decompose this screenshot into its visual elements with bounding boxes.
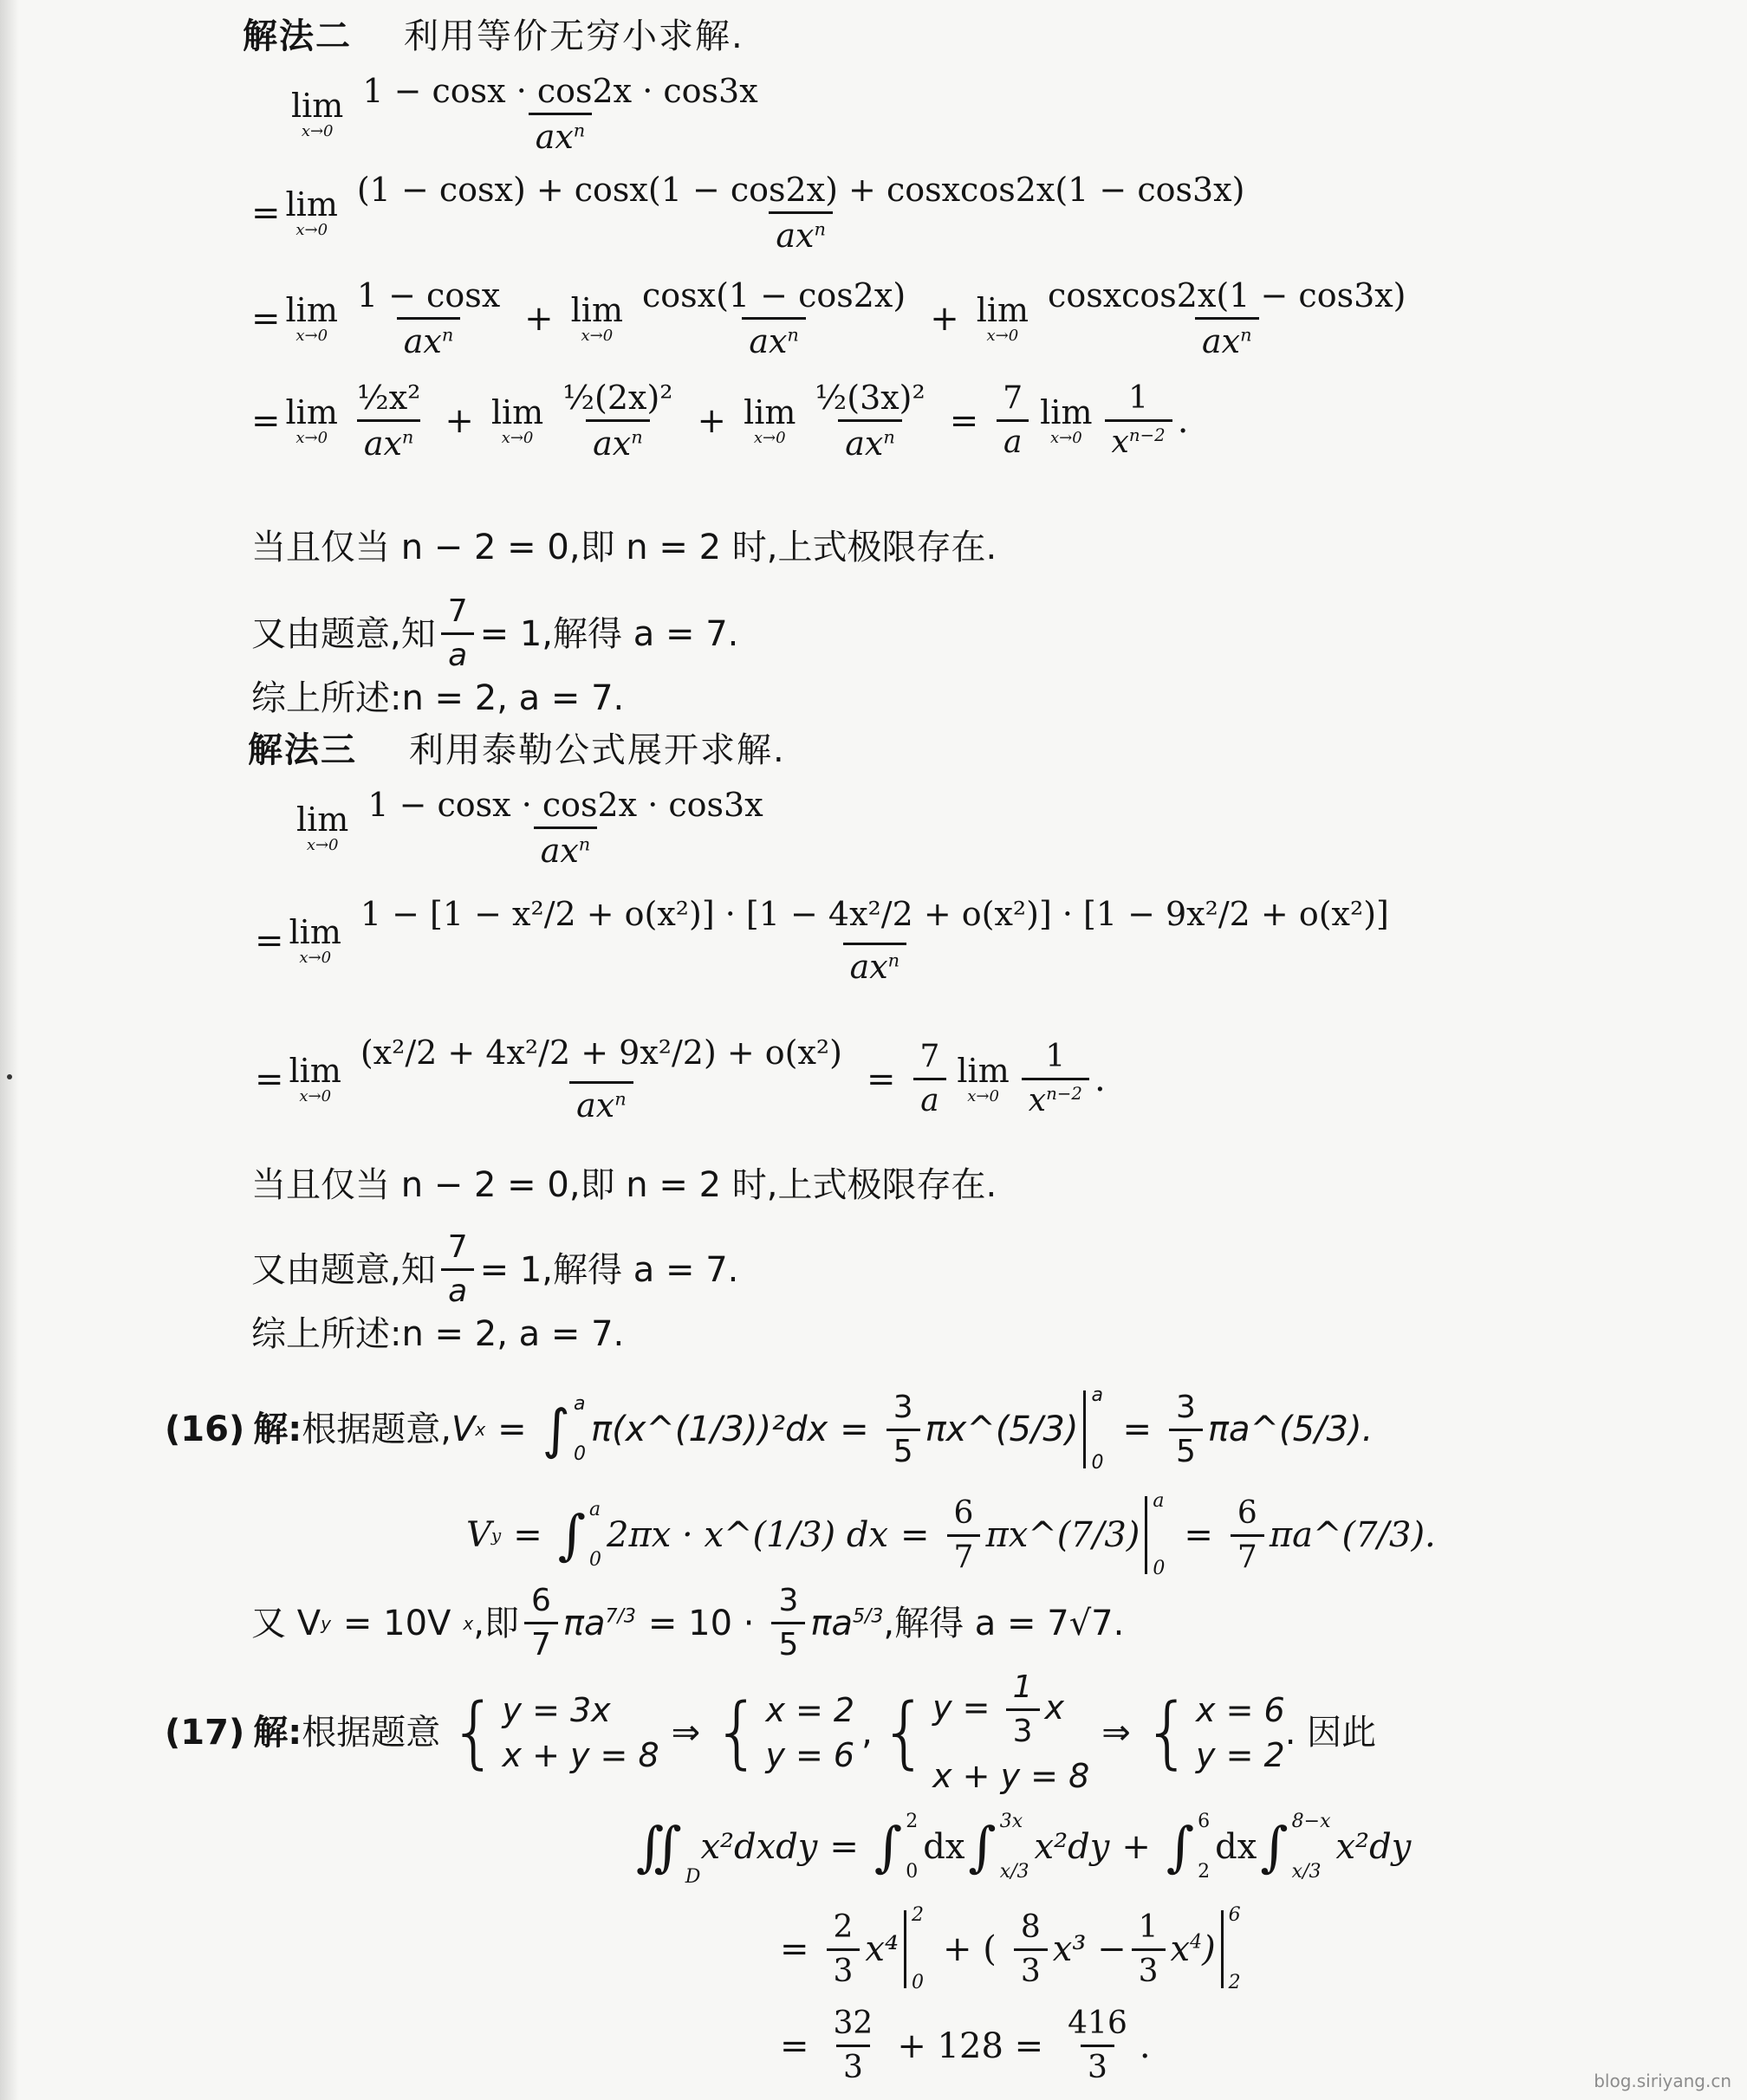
fraction-3-5: $\frac{3}{5}$ xyxy=(886,1392,920,1468)
limit-operator: lim x→0 xyxy=(285,290,338,345)
problem17-evaluation: = $\frac{2}{3}$ x⁴ 2 0 + ( $\frac{8}{3}$ x³ − $\frac{1}{3}$ $x^4$) 6 2 xyxy=(780,1904,1241,1993)
limit-operator: lim x→0 xyxy=(289,912,341,967)
method2-conclusion-1: 当且仅当 n − 2 = 0,即 n = 2 时,上式极限存在. xyxy=(251,528,997,567)
method2-conclusion-3: 综上所述:n = 2, a = 7. xyxy=(251,678,625,718)
method2-label: 解法二 xyxy=(243,16,352,56)
fraction-2-3: $\frac{2}{3}$ xyxy=(827,1912,861,1987)
system-2: y = $\frac{1}{3}$ x x + y = 8 xyxy=(932,1669,1090,1795)
step3-fraction-a: $\frac{\text{½x²}}{ax^n}$ xyxy=(356,379,421,463)
fraction-6-7: $\frac{6}{7}$ xyxy=(1231,1498,1264,1573)
sum-fraction: $\frac{\text{(x²/2 + 4x²/2 + 9x²/2) + o(x²)}}{ax^n}$ xyxy=(360,1034,842,1125)
step2-fraction-c: $\frac{\text{cosxcos2x(1 − cos3x)}}{ax^n}$ xyxy=(1048,276,1406,360)
coefficient-fraction: $\frac{7}{a}$ xyxy=(996,383,1029,458)
method3-sum-step: = lim x→0 $\frac{\text{(x²/2 + 4x²/2 + 9x²/2) + o(x²)}}{ax^n}$ = $\frac{7}{a}$ lim x→0 $\frac{1}{x^{n-2}}$ . xyxy=(255,1034,1106,1125)
fraction-1-3: $\frac{1}{3}$ xyxy=(1006,1672,1040,1747)
limit-operator: lim x→0 xyxy=(1040,392,1093,447)
taylor-fraction: 1 − [1 − x²/2 + o(x²)] · [1 − 4x²/2 + o(x²)] · [1 − 9x²/2 + o(x²)] $ax^n$ xyxy=(354,898,1396,983)
fraction-1-3: $\frac{1}{3}$ xyxy=(1132,1912,1166,1987)
result-1: x = 2 y = 6 xyxy=(765,1690,855,1774)
power-fraction: $\frac{1}{x^{n-2}}$ xyxy=(1022,1041,1089,1117)
limit-operator: lim x→0 xyxy=(490,392,544,447)
numerator: (1 − cosx) + cosx(1 − cos2x) + cosxcos2x(1 − cos3x) xyxy=(356,171,1245,209)
problem16-number: (16) xyxy=(165,1410,245,1449)
denominator: $ax^n$ xyxy=(529,113,593,153)
limit-operator: lim x→0 xyxy=(289,1051,341,1105)
problem16-vy: V y = ∫ a 0 2πx · x^(1/3) dx = $\frac{6}{7}$ πx^(7/3) a 0 = $\frac{6}{7}$ πa^(7/3). xyxy=(466,1490,1436,1579)
watermark: blog.siriyang.cn xyxy=(1594,2071,1731,2091)
method3-heading xyxy=(248,730,786,770)
power-fraction: $\frac{1}{x^{n-2}}$ xyxy=(1105,383,1172,458)
system-1: y = 3x x + y = 8 xyxy=(502,1690,659,1774)
coefficient-fraction: $\frac{7}{a}$ xyxy=(913,1041,947,1117)
step1-fraction xyxy=(350,171,1252,255)
limit-fraction xyxy=(355,72,764,156)
limit-operator: lim x→0 xyxy=(296,800,349,854)
limit-operator: lim x→0 xyxy=(744,392,796,447)
method2-step1: = lim x→0 $\frac{\text{(1 − cosx) + cosx(1 − cos2x) + cosxcos2x(1 − cos3x)}}{ax^n}$ xyxy=(251,173,1257,252)
method3-conclusion-2: 又由题意,知 $\frac{7}{a}$ = 1,解得 a = 7. xyxy=(251,1229,739,1309)
method2-conclusion-2: 又由题意,知 $\frac{7}{a}$ = 1,解得 a = 7. xyxy=(251,593,739,673)
problem17-double-integral: ∬ $_D$ x²dxdy = ∫ 2 0 dx ∫ 3x x/3 x²dy + ∫ 6 2 dx ∫ 8−x x/3 x²dy xyxy=(636,1811,1412,1888)
limit-operator: lim x→0 xyxy=(291,86,344,140)
step3-fraction-c: $\frac{\text{½(3x)²}}{ax^n}$ xyxy=(815,379,925,463)
method3-conclusion-3: 综上所述:n = 2, a = 7. xyxy=(251,1314,625,1354)
fraction-6-7: $\frac{6}{7}$ xyxy=(947,1498,981,1573)
fraction-3-5: $\frac{3}{5}$ xyxy=(771,1585,805,1661)
problem17-number: (17) xyxy=(165,1712,245,1753)
problem17-label: 解: xyxy=(253,1712,302,1753)
method2-heading xyxy=(243,16,744,56)
method2-step3: = lim x→0 $\frac{\text{½x²}}{ax^n}$ + lim x→0 $\frac{\text{½(2x)²}}{ax^n}$ + lim x→0 $\frac{\text{½(3x)²}}{ax^n}$ = $\frac{7}{a}$ lim x→0 $\frac{1}{x^{n-2}}$ . xyxy=(251,379,1189,463)
fraction-8-3: $\frac{8}{3}$ xyxy=(1014,1912,1048,1987)
step2-fraction-a: $\frac{1 - \cos x}{ax^n}$ xyxy=(356,276,501,360)
denominator: $ax^n$ xyxy=(769,211,833,252)
scan-speck xyxy=(7,1074,12,1079)
scan-edge-shadow xyxy=(0,0,19,2100)
method3-title: 利用泰勒公式展开求解. xyxy=(409,730,786,770)
result-2: x = 6 y = 2 xyxy=(1196,1690,1285,1774)
limit-operator: lim x→0 xyxy=(285,185,338,239)
fraction-3-5: $\frac{3}{5}$ xyxy=(1169,1392,1203,1468)
taylor-numerator: 1 − [1 − x²/2 + o(x²)] · [1 − 4x²/2 + o(x²)] · [1 − 9x²/2 + o(x²)] xyxy=(360,895,1389,933)
fraction-32-3: $\frac{32}{3}$ xyxy=(833,2006,874,2085)
problem16-vx: (16) 解: 根据题意, V x = ∫ a 0 π(x^(1/3))²dx = $\frac{3}{5}$ πx^(5/3) a 0 = $\frac{3}{5}$ πa^(5/3). xyxy=(165,1384,1374,1474)
method3-conclusion-1: 当且仅当 n − 2 = 0,即 n = 2 时,上式极限存在. xyxy=(251,1165,997,1205)
limit-operator: lim x→0 xyxy=(976,290,1029,345)
method2-title: 利用等价无穷小求解. xyxy=(404,16,744,56)
step3-fraction-b: $\frac{\text{½(2x)²}}{ax^n}$ xyxy=(562,379,673,463)
problem16-label: 解: xyxy=(253,1410,302,1449)
ratio-fraction: $\frac{7}{a}$ xyxy=(441,596,475,671)
method2-limit-expression xyxy=(286,72,770,156)
limit-fraction: $\frac{1 - \cos x \cdot \cos 2x \cdot \cos 3x}{ax^n}$ xyxy=(367,786,763,870)
problem17-final: = $\frac{32}{3}$ + 128 = $\frac{416}{3}$ . xyxy=(780,2006,1151,2085)
fraction-6-7: $\frac{6}{7}$ xyxy=(524,1585,558,1661)
limit-operator: lim x→0 xyxy=(957,1051,1010,1105)
method3-label: 解法三 xyxy=(248,730,357,770)
limit-operator: lim x→0 xyxy=(285,392,338,447)
ratio-fraction: $\frac{7}{a}$ xyxy=(441,1232,475,1307)
problem16-final: 又 V y = 10V x ,即 $\frac{6}{7}$ $\pi a^{7/3}$ = 10 · $\frac{3}{5}$ $\pi a^{5/3}$ ,解得 a = 7√7. xyxy=(251,1583,1125,1662)
step2-fraction-b: $\frac{\cos x(1 - \cos 2x)}{ax^n}$ xyxy=(642,276,906,360)
method3-taylor-step: = lim x→0 1 − [1 − x²/2 + o(x²)] · [1 − 4x²/2 + o(x²)] · [1 − 9x²/2 + o(x²)] $ax^n$ xyxy=(255,898,1401,983)
limit-operator: lim x→0 xyxy=(570,290,623,345)
problem17-system: (17) 解: 根据题意 { y = 3x x + y = 8 ⇒ { x = 2 y = 6 , { y = $\frac{1}{3}$ x x + y = 8 ⇒ { x = 6 y = 2 . 因此 xyxy=(165,1669,1377,1795)
method3-limit-expression xyxy=(291,786,776,870)
fraction-416-3: $\frac{416}{3}$ xyxy=(1068,2006,1127,2085)
method2-step2: = lim x→0 $\frac{1 - \cos x}{ax^n}$ + lim x→0 $\frac{\cos x(1 - \cos 2x)}{ax^n}$ + lim x→0 $\frac{\text{cosxcos2x(1 − cos3x)}}{ax^n}$ xyxy=(251,279,1419,358)
numerator: 1 − cosx · cos2x · cos3x xyxy=(362,72,758,110)
